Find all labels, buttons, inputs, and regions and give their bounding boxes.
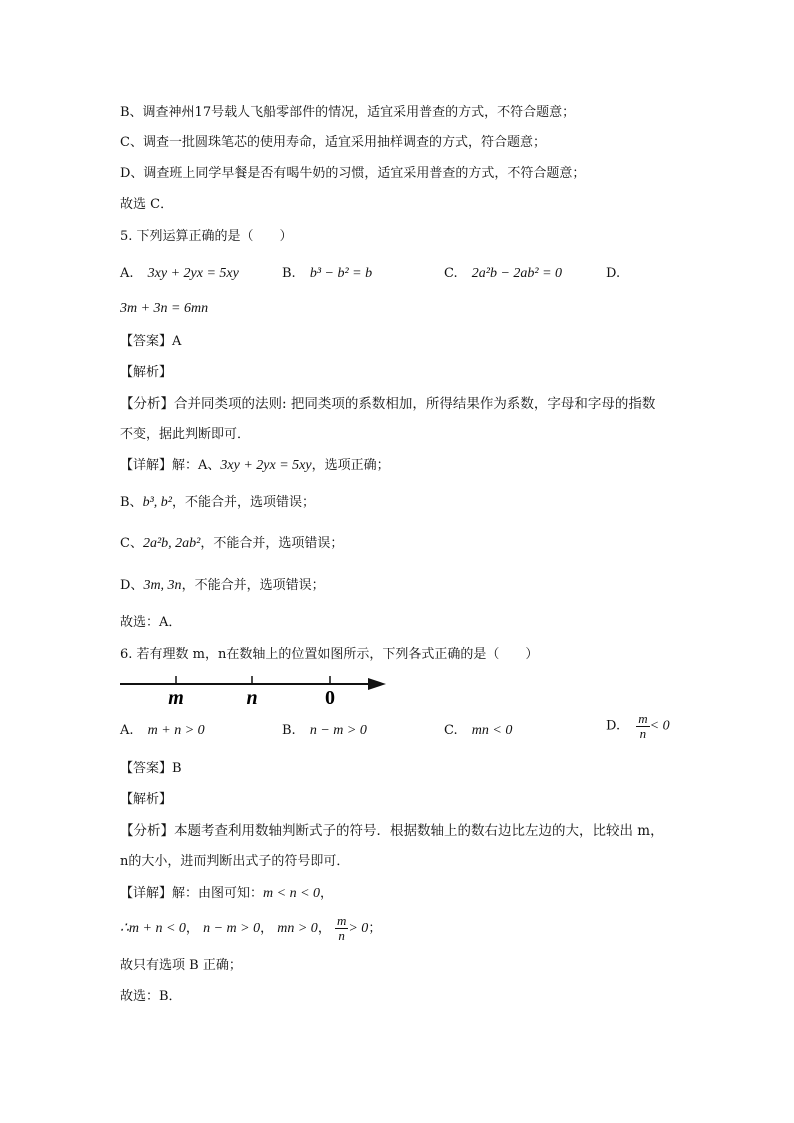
q6-option-a xyxy=(120,722,205,740)
q6-conclusion: 故只有选项 B 正确； xyxy=(120,958,242,973)
q5-detail-d: D、3m, 3n，不能合并，选项错误； xyxy=(120,578,325,593)
option-expression: 3xy + 2yx = 5xy xyxy=(147,266,239,281)
q5-analysis-line2: 不变，据此判断即可． xyxy=(120,427,251,442)
option-label: A. xyxy=(120,723,134,738)
q5-detail-c: C、2a²b, 2ab²，不能合并，选项错误； xyxy=(120,536,344,551)
option-expression: n − m > 0 xyxy=(309,723,367,738)
q6-analysis-line2: n的大小，进而判断出式子的符号即可． xyxy=(120,854,350,869)
option-label: B. xyxy=(282,723,296,738)
option-label: C. xyxy=(444,723,458,738)
option-d-explanation: D、调查班上同学早餐是否有喝牛奶的习惯，适宜采用普查的方式，不符合题意； xyxy=(120,166,586,181)
option-expression: 3m + 3n = 6mn xyxy=(120,301,209,316)
q5-option-b xyxy=(282,265,372,283)
q5-answer: 【答案】A xyxy=(120,334,182,349)
q5-choice: 故选：A． xyxy=(120,615,182,630)
q6-option-d: D. $\frac{m}{n}$ < 0 xyxy=(606,711,670,741)
q5-option-d xyxy=(120,300,208,318)
option-expression: 2a²b − 2ab² = 0 xyxy=(471,266,563,281)
fraction: $\frac{m}{n}$ xyxy=(638,711,648,741)
fraction: $\frac{m}{n}$ xyxy=(336,913,347,943)
q6-choice: 故选：B． xyxy=(120,989,182,1004)
option-expression: mn < 0 xyxy=(471,723,513,738)
q6-analysis-title: 【解析】 xyxy=(120,792,173,807)
previous-choice: 故选 C． xyxy=(120,197,174,212)
q6-option-c xyxy=(444,722,512,740)
q5-analysis-line1: 【分析】合并同类项的法则: 把同类项的系数相加，所得结果作为系数，字母和字母的指数 xyxy=(120,396,656,412)
option-label: C. xyxy=(444,266,458,281)
q5-option-c xyxy=(444,265,562,283)
q6-option-b xyxy=(282,722,367,740)
axis-label-0: 0 xyxy=(325,687,335,709)
axis-label-m: m xyxy=(168,687,184,709)
axis-label-n: n xyxy=(246,687,258,709)
number-line xyxy=(118,670,390,710)
q5-detail-a: 【详解】解：A、3xy + 2yx = 5xy，选项正确； xyxy=(120,458,390,473)
q6-detail-line1: 【详解】解：由图可知：m < n < 0， xyxy=(120,886,334,901)
option-expression: m + n > 0 xyxy=(147,723,205,738)
q5-analysis-title: 【解析】 xyxy=(120,365,173,380)
number-line-arrow xyxy=(368,678,386,690)
q5-option-a xyxy=(120,265,239,283)
q6-detail-line2: ∴m + n < 0， n − m > 0， mn > 0， $\frac{m}{n}$ > 0； xyxy=(120,913,382,943)
q6-stem: 6. 若有理数 m，n在数轴上的位置如图所示，下列各式正确的是（ ） xyxy=(120,647,539,662)
q6-answer: 【答案】B xyxy=(120,761,182,776)
option-label: D. xyxy=(606,718,621,734)
q6-analysis-line1: 【分析】本题考查利用数轴判断式子的符号．根据数轴上的数右边比左边的大，比较出 m， xyxy=(120,823,664,839)
option-c-explanation: C、调查一批圆珠笔芯的使用寿命，适宜采用抽样调查的方式，符合题意； xyxy=(120,135,546,150)
option-expression: b³ − b² = b xyxy=(309,266,373,281)
q5-option-d-label: D. xyxy=(606,266,621,281)
option-label: B. xyxy=(282,266,296,281)
q5-stem: 5. 下列运算正确的是（ ） xyxy=(120,229,293,244)
option-b-explanation: B、调查神州17号载人飞船零部件的情况，适宜采用普查的方式，不符合题意； xyxy=(120,105,576,120)
option-label: A. xyxy=(120,266,134,281)
q5-detail-b: B、b³, b²，不能合并，选项错误； xyxy=(120,495,315,510)
